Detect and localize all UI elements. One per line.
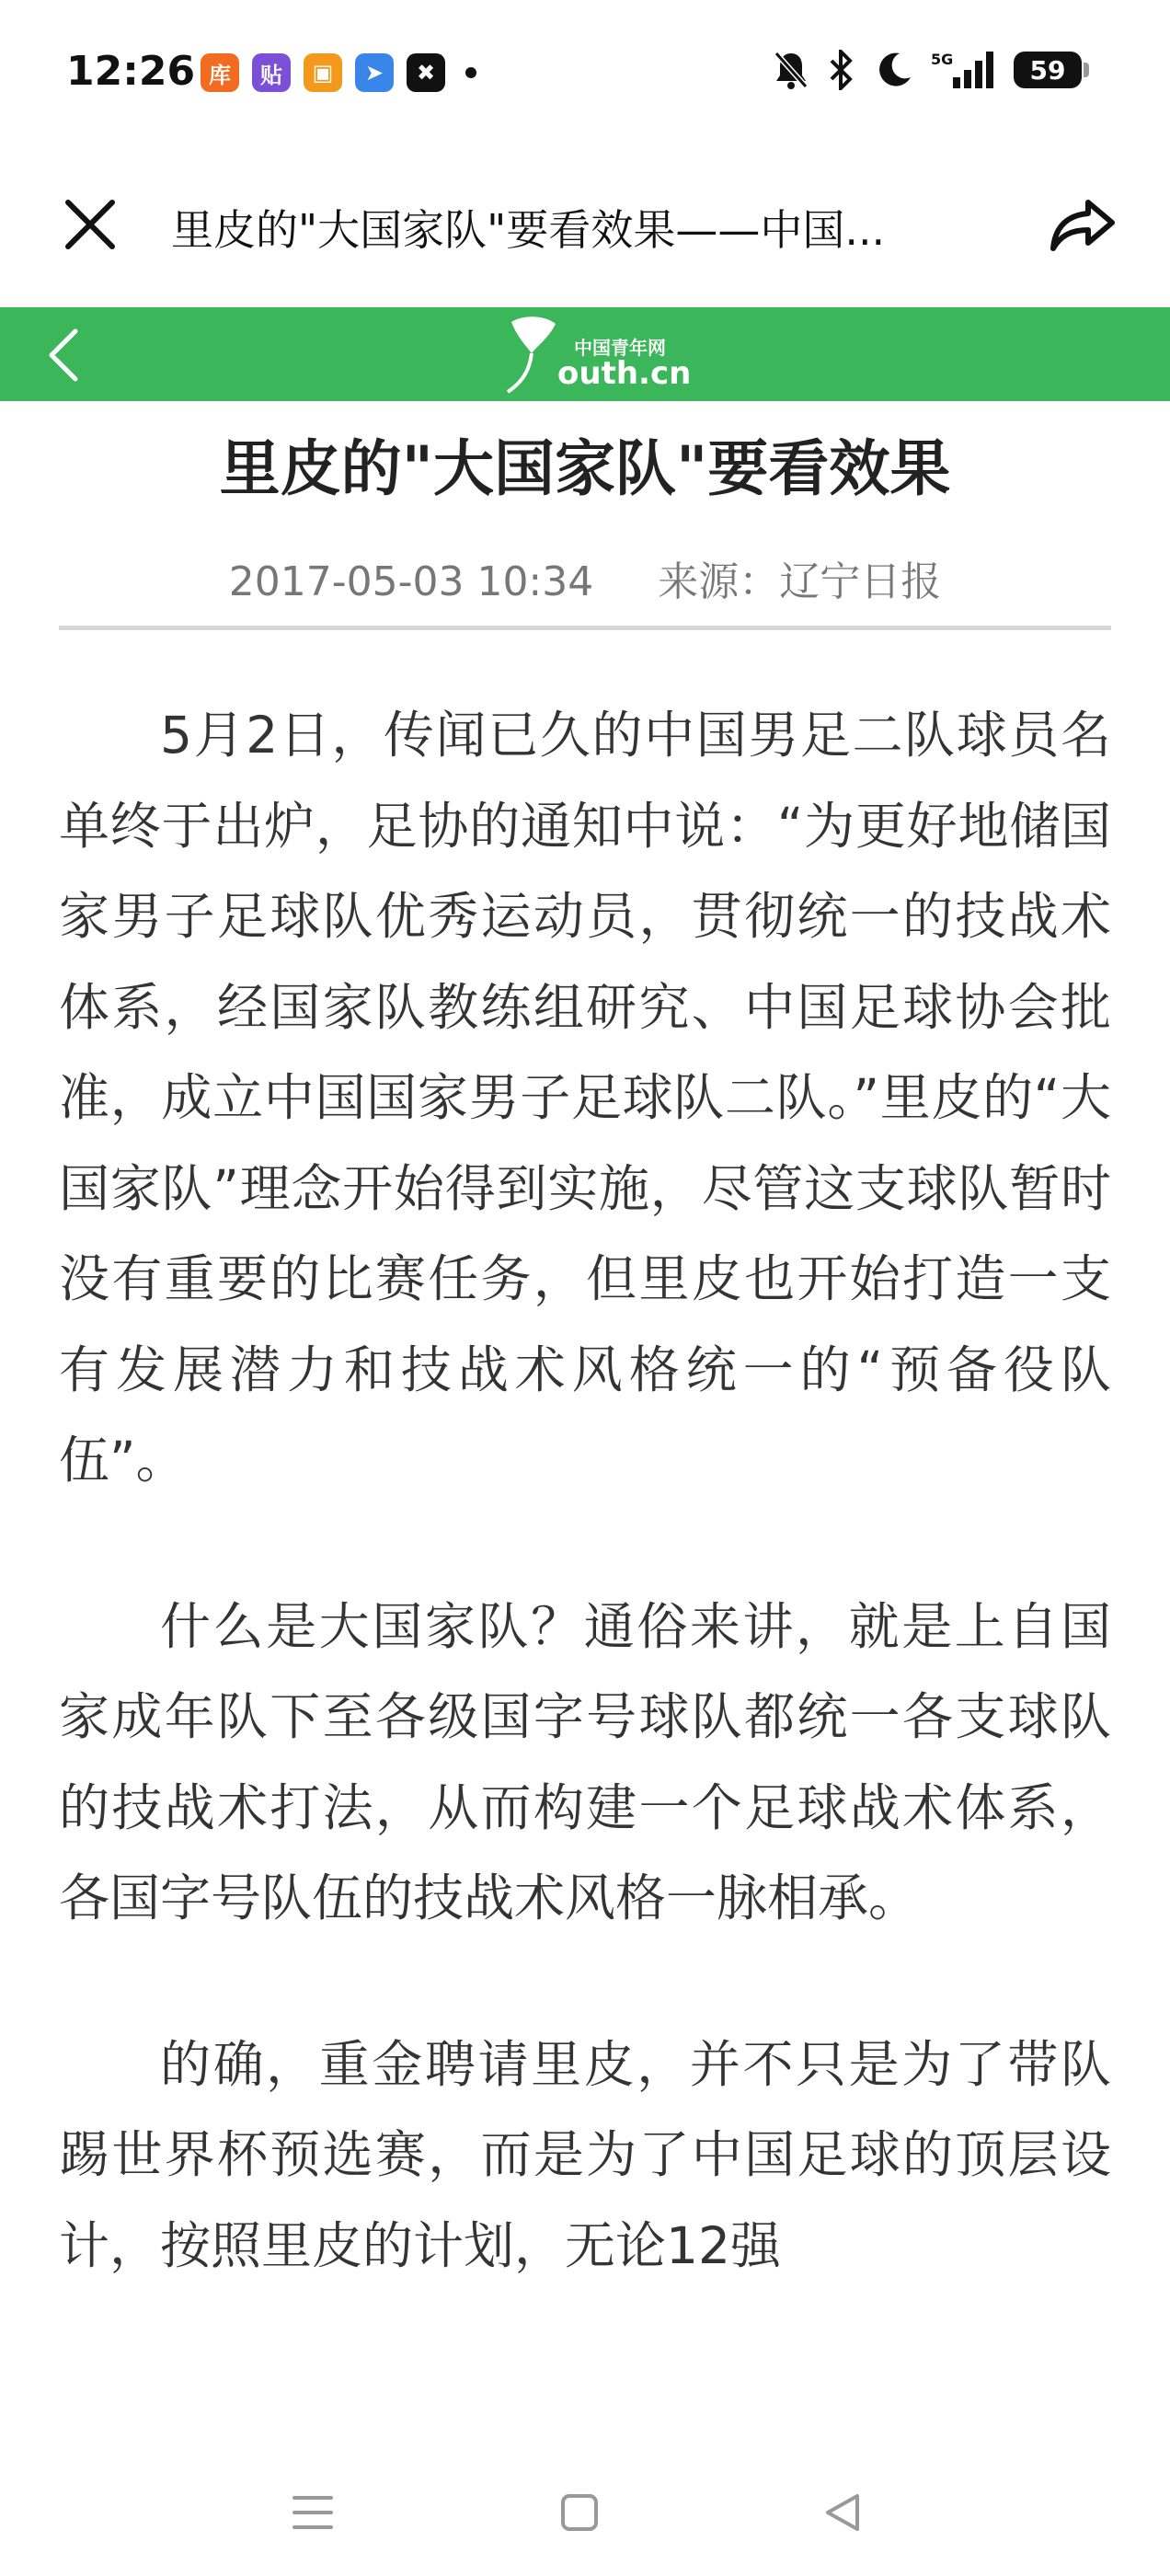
- app-icon-2: 贴: [252, 53, 291, 92]
- menu-button[interactable]: [276, 2480, 350, 2545]
- logo-domain-text: outh.cn: [557, 355, 692, 392]
- logo-brand-text: 中国青年网: [574, 337, 666, 359]
- browser-top-bar: [0, 151, 1170, 307]
- home-square-icon: [559, 2492, 600, 2533]
- share-button[interactable]: [1041, 188, 1124, 261]
- article-paragraph: 的确，重金聘请里皮，并不只是为了带队踢世界杯预选赛，而是为了中国足球的顶层设计，按照里皮的计划，无论12强: [59, 2034, 1111, 2275]
- system-navigation-bar: [0, 2447, 1170, 2576]
- notification-icons: [201, 53, 476, 92]
- back-triangle-icon: [822, 2492, 863, 2533]
- app-icon-4: ➤: [355, 53, 394, 92]
- close-icon: [63, 197, 118, 252]
- page-title: 里皮的"大国家队"要看效果——中国...: [171, 205, 886, 255]
- article-meta: [0, 548, 1170, 607]
- app-icon-3: ▣: [304, 53, 342, 92]
- signal-5g-icon: [931, 50, 995, 90]
- svg-text:5G: 5G: [931, 51, 954, 68]
- menu-icon: [291, 2492, 335, 2533]
- chevron-left-icon: [46, 328, 83, 383]
- do-not-disturb-moon-icon: [874, 50, 912, 90]
- more-notifications-dot-icon: [465, 67, 476, 78]
- system-icons: [773, 50, 1082, 90]
- article-body: [59, 690, 1111, 2366]
- app-icon-1: 库: [201, 53, 239, 92]
- article-title: 里皮的"大国家队"要看效果: [219, 433, 951, 504]
- ginkgo-leaf-logo-icon: [504, 313, 559, 396]
- article-paragraph: 什么是大国家队？通俗来讲，就是上自国家成年队下至各级国字号球队都统一各支球队的技战术打法，从而构建一个足球战术体系，各国字号队伍的技战术风格一脉相承。: [59, 1596, 1111, 1927]
- close-button[interactable]: [53, 188, 127, 261]
- share-icon: [1050, 197, 1116, 252]
- battery-indicator: 59: [1014, 52, 1082, 88]
- article-date: 2017-05-03 10:34: [228, 558, 594, 605]
- status-bar: [0, 0, 1170, 151]
- bluetooth-icon: [828, 50, 855, 90]
- home-button[interactable]: [543, 2480, 616, 2545]
- mute-icon: [773, 50, 809, 90]
- divider: [59, 626, 1111, 630]
- status-time: 12:26: [66, 48, 196, 95]
- back-nav-button[interactable]: [806, 2480, 879, 2545]
- back-button[interactable]: [37, 328, 92, 383]
- site-header: [0, 307, 1170, 401]
- article-source: 来源：辽宁日报: [658, 558, 942, 605]
- app-icon-5: ✖: [407, 53, 445, 92]
- site-logo[interactable]: [504, 313, 692, 396]
- article-paragraph: 5月2日，传闻已久的中国男足二队球员名单终于出炉，足协的通知中说：“为更好地储国家男子足球队优秀运动员，贯彻统一的技战术体系，经国家队教练组研究、中国足球协会批准，成立中国国家男子足球队二队。”里皮的“大国家队”理念开始得到实施，尽管这支球队暂时没有重要的比赛任务，但里皮也开始打造一支有发展潜力和技战术风格统一的“预备役队伍”。: [59, 706, 1111, 1489]
